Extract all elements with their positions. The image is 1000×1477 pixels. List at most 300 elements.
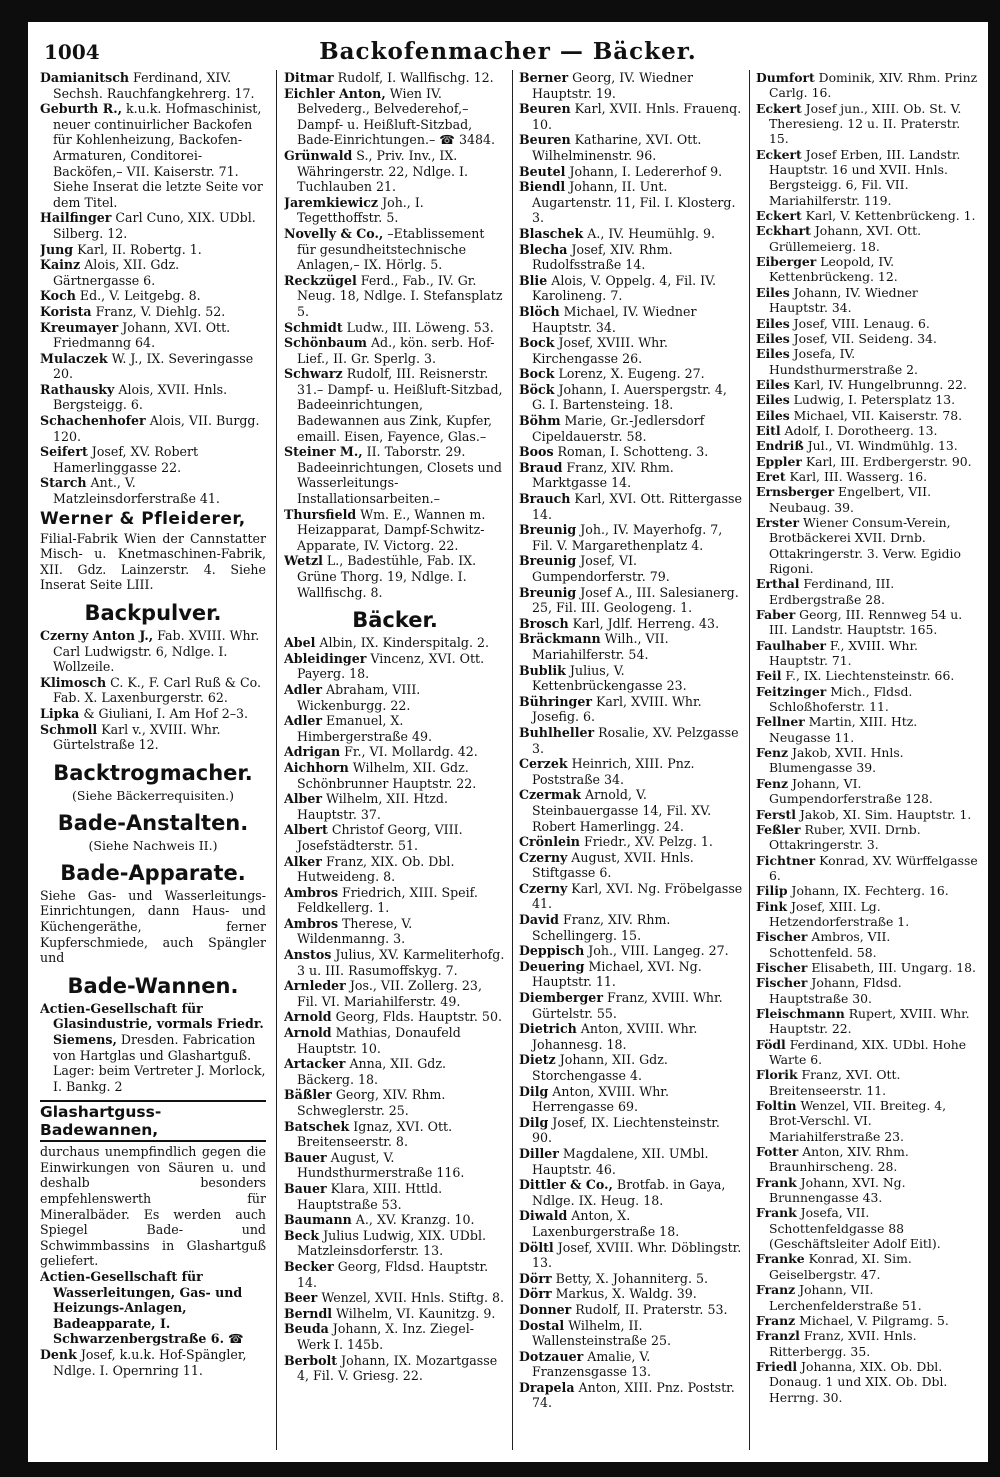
list-item [284,1212,506,1228]
entry-name: Frank [756,1205,797,1221]
entry-name: Dostal [519,1317,565,1333]
list-item [40,304,266,320]
entry-name: Kreumayer [40,319,119,335]
entry-name: Klimosch [40,674,107,690]
list-item [756,70,978,101]
list-item [519,756,743,787]
entry-text: Wien IV. Belvederg., Belvederehof,–Dampf- u. Heißluft-Sitzbad, Bade-Einrichtungen.– ☎ 3484. [297,85,496,148]
list-item [519,1286,743,1302]
entry-text: Josef, XVIII. Whr. Döblingstr. 13. [532,1239,742,1271]
entry-text: Anton, XVIII. Whr. Johannesg. 18. [532,1021,698,1052]
section-title-bade-wannen: Bade-Wannen. [67,973,239,998]
list-item [284,1228,506,1259]
list-item [756,576,978,607]
entry-text: Markus, X. Waldg. 39. [551,1286,697,1302]
section-note-backtrogmacher: (Siehe Bäckerrequisiten.) [72,787,234,803]
entry-text: Josef, XIII. Lg. Hetzendorferstraße 1. [769,898,910,929]
list-item [756,776,978,807]
entry-name: Eiles [756,392,790,408]
entry-name: Feßler [756,821,801,837]
list-item [519,413,743,444]
list-item [40,288,266,304]
list-item [519,616,743,632]
list-item [756,438,978,453]
entry-name: Rathausky [40,381,115,397]
entry-name: Ferstl [756,806,796,822]
list-item [284,1087,506,1118]
list-item [519,1302,743,1318]
column-3 [519,70,743,1452]
list-item [284,1259,506,1290]
entry-text: Wilhelm, XII. Htzd. Hauptstr. 37. [297,791,449,822]
entry-text: Alois, V. Oppelg. 4, Fil. IV. Karolineng. 7. [532,272,717,304]
entry-text: Fr., VI. Mollardg. 42. [340,744,478,760]
entry-name: Lipka [40,705,80,721]
list-item [756,607,978,638]
entry-text: Josefa, VII. Schottenfeldgasse 88 (Geschäftsleiter Adolf Eitl). [769,1205,941,1252]
list-item [519,1380,743,1411]
list-item [519,1208,743,1239]
entry-text: Wenzel, VII. Breiteg. 4, Brot-Verschl. VI. Mariahilferstraße 23. [769,1098,947,1144]
entry-name: Schmoll [40,721,98,737]
entry-text: Johann, Fldsd. Hauptstraße 30. [769,975,902,1006]
entry-name: Arnold [284,1009,332,1025]
entry-text: Josef, XVIII. Whr. Kirchengasse 26. [532,335,668,366]
entry-text: k.u.k. Hofmaschinist, neuer continuirlicher Backofen für Kohlenheizung, Backofen-Armaturen, Conditorei-Backöfen,– VII. Kaiserstr. 71. Siehe Inserat die letzte Seite vor dem Titel. [53,101,263,210]
entry-text: Johann, IV. Wiedner Hauptstr. 34. [769,284,918,316]
entry-text: Ignaz, XVI. Ott. Breitenseerstr. 8. [297,1118,453,1150]
entry-text: Johann, VI. Gumpendorferstraße 128. [769,775,933,807]
entry-name: Artacker [284,1056,346,1072]
entry-name: Eiles [756,330,790,346]
entry-name: Eckert [756,208,802,224]
entry-name: Arnleder [284,978,346,994]
entry-name: Schachenhofer [40,413,146,429]
entry-name: Fink [756,898,788,914]
entry-name: Beer [284,1290,318,1306]
list-item [756,285,978,316]
list-item [519,881,743,912]
entry-name: Actien-Gesellschaft für Glasindustrie, vormals Friedr. Siemens, [40,1000,264,1047]
entry-name: Ambros [284,915,339,931]
entry-text: Christof Georg, VIII. Josefstädterstr. 51. [297,822,463,853]
entry-text: Georg, XIV. Rhm. Schweglerstr. 25. [297,1087,446,1118]
list-item [284,320,506,336]
entry-name: Dietz [519,1052,556,1068]
list-item [284,86,506,148]
entry-name: Franz [756,1282,796,1298]
entry-name: Fischer [756,959,808,975]
list-item [519,179,743,226]
section-title-baecker: Bäcker. [352,608,438,633]
entry-text: Johann, XII. Gdz. Storchengasse 4. [532,1052,668,1083]
list-item [284,335,506,366]
entry-text: Rosalie, XV. Pelzgasse 3. [532,724,739,756]
list-item [40,1001,266,1095]
entry-name: Czermak [519,787,582,803]
list-item [519,164,743,180]
section-title-bade-apparate: Bade-Apparate. [60,860,246,885]
entry-text: Amalie, V. Franzensgasse 13. [532,1348,652,1380]
entry-text: Julius, V. Kettenbrückengasse 23. [532,662,687,694]
entry-text: Wiener Consum-Verein, Brotbäckerei XVII. Drnb. Ottakringerstr. 3. Verw. Egidio Rigoni. [769,514,961,576]
entry-name: Dilg [519,1083,549,1099]
entry-text: F., IX. Liechtensteinstr. 66. [781,668,955,684]
entry-name: Adler [284,681,323,697]
list-item [756,1175,978,1206]
entry-text: Martin, XIII. Htz. Neugasse 11. [769,714,918,745]
entry-name: Beutel [519,163,566,179]
list-item [756,638,978,669]
entry-name: Fenz [756,745,789,761]
list-item [284,1150,506,1181]
section-text-bade-apparate: Siehe Gas- und Wasserleitungs-Einrichtungen, dann Haus- und Küchengeräthe, ferner Kupferschmiede, auch Spängler und [40,887,266,966]
entry-name: Alber [284,791,323,807]
running-head: Backofenmacher — Bäcker. [319,38,697,65]
list-item [519,1146,743,1177]
list-item [519,990,743,1021]
entry-text: Ferdinand, XIX. UDbl. Hohe Warte 6. [769,1036,967,1067]
entry-text: A., XV. Kranzg. 10. [351,1212,475,1228]
entry-name: Adrigan [284,744,341,760]
entry-text: Mathias, Donaufeld Hauptstr. 10. [297,1025,461,1056]
entry-text: Rudolf, I. Wallfischg. 12. [333,70,494,85]
column-1 [40,70,266,1452]
entry-name: Diemberger [519,990,603,1006]
list-item [519,631,743,662]
entry-text: Johann, IX. Mozartgasse 4, Fil. V. Griesg. 22. [297,1352,498,1384]
list-item [40,413,266,444]
entry-name: Dilg [519,1114,549,1130]
list-item [756,960,978,975]
entry-text: A., IV. Heumühlg. 9. [583,225,716,241]
entry-name: Eckert [756,146,802,162]
list-item [284,791,506,822]
entry-text: Engelbert, VII. Neubaug. 39. [769,484,932,515]
entry-name: Filip [756,883,788,899]
entry-text: –Etablissement für gesundheitstechnische Anlagen,– IX. Hörlg. 5. [297,225,485,273]
entry-text: Franz, XIV. Rhm. Marktgasse 14. [532,459,674,491]
list-item [519,585,743,616]
entry-text: Josef A., III. Salesianerg. 25, Fil. III. Geologeng. 1. [532,584,739,616]
entry-name: Bock [519,366,555,382]
entry-text: Johann, XVI. Ng. Brunnengasse 43. [769,1174,906,1206]
entry-text: Alois, VII. Burgg. 120. [53,413,260,444]
entry-text: Dresden. Fabrication von Hartglas und Glashartguß. Lager: beim Vertreter J. Morlock, I. Bankg. 2 [53,1031,266,1094]
page-number: 1004 [44,40,100,64]
list-item [284,1119,506,1150]
entry-text: F., XVIII. Whr. Hauptstr. 71. [769,637,918,669]
entry-name: Buhlheller [519,724,595,740]
entry-name: Eiles [756,346,790,362]
list-item [519,242,743,273]
entry-name: Bräckmann [519,631,601,647]
entry-text: Jos., VII. Zollerg. 23, Fil. VI. Mariahilferstr. 49. [297,978,482,1009]
list-item [519,1349,743,1380]
entry-name: Korista [40,303,92,319]
entry-name: Becker [284,1258,334,1274]
entry-text: Josef, VII. Seideng. 34. [789,330,937,346]
list-item [519,366,743,382]
entry-text: Konrad, XI. Sim. Geiselbergstr. 47. [769,1251,912,1282]
entry-text: Heinrich, XIII. Pnz. Poststraße 34. [532,756,695,787]
entry-name: Beuda [284,1321,329,1337]
entry-name: Böck [519,381,555,397]
entry-name: Eiles [756,376,790,392]
entry-name: Bäßler [284,1087,332,1103]
entry-name: Faber [756,607,796,623]
entry-name: Dörr [519,1270,552,1286]
entry-text: Ad., kön. serb. Hof-Lief., II. Gr. Sperlg. 3. [297,335,495,366]
list-item [284,273,506,320]
entry-text: Josef, VI. Gumpendorferstr. 79. [532,553,670,584]
list-item [756,408,978,423]
entry-name: Bock [519,335,555,351]
list-item [756,208,978,223]
list-item [756,668,978,683]
list-item [519,943,743,959]
list-item [756,899,978,930]
entry-text: Johann, I. Ledererhof 9. [565,163,723,179]
entries-bade-wannen-tail [40,1269,266,1378]
list-item [284,148,506,195]
list-item [519,1240,743,1271]
list-item [284,70,506,86]
column-2 [284,70,506,1452]
entry-name: Brosch [519,615,569,631]
entry-text: Josef, k.u.k. Hof-Spängler, Ndlge. I. Opernring 11. [53,1347,247,1378]
entry-text: Carl Cuno, XIX. UDbl. Silberg. 12. [53,210,256,241]
firm-text: Filial-Fabrik Wien der Cannstatter Misch- u. Knetmaschinen-Fabrik, XII. Gdz. Lainzerstr. 4. Siehe Inserat Seite LIII. [40,530,266,593]
entry-text: Dominik, XIV. Rhm. Prinz Carlg. 16. [769,70,978,101]
entry-name: Grünwald [284,147,353,163]
list-item [40,706,266,722]
entry-name: Baumann [284,1212,352,1228]
entry-text: Karl, II. Robertg. 1. [73,241,202,257]
list-item [284,1056,506,1087]
entry-name: Bauer [284,1149,327,1165]
column-divider [276,70,277,1450]
entry-text: Michael, V. Pilgramg. 5. [795,1312,949,1328]
list-item [519,1021,743,1052]
entries-backpulver [40,628,266,753]
entry-text: Josef Erben, III. Landstr. Hauptstr. 16 und XVII. Hnls. Bergsteigg. 6, Fil. VII. Mariahilferstr. 119. [769,146,961,208]
list-item [40,675,266,706]
list-item [519,834,743,850]
entry-text: Julius Ludwig, XIX. UDbl. Matzleinsdorferstr. 13. [297,1227,486,1259]
list-item [756,1282,978,1313]
entry-text: Leopold, IV. Kettenbrückeng. 12. [769,254,898,285]
list-item [519,226,743,242]
entry-text: Franz, XIX. Ob. Dbl. Hutweideng. 8. [297,853,455,885]
entry-text: & Giuliani, I. Am Hof 2–3. [79,705,249,721]
entry-text: Therese, V. Wildenmanng. 3. [297,915,413,947]
list-item [284,885,506,916]
list-item [519,850,743,881]
list-item [756,1144,978,1175]
list-item [284,1353,506,1384]
entry-text: Fab. XVIII. Whr. Carl Ludwigstr. 6, Ndlge. I. Wollzeile. [53,628,260,675]
list-item [284,744,506,760]
entry-name: Seifert [40,444,88,460]
entry-name: Blaschek [519,225,584,241]
entry-name: Eitl [756,422,781,438]
list-item [519,382,743,413]
entry-name: Fellner [756,714,805,730]
entry-text: Mich., Fldsd. Schloßhoferstr. 11. [769,683,913,715]
list-item [756,454,978,469]
entry-text: August, XVII. Hnls. Stiftgasse 6. [532,849,694,881]
entry-text: Georg, III. Rennweg 54 u. III. Landstr. Hauptstr. 165. [769,607,963,638]
entry-name: Beck [284,1227,320,1243]
entry-name: Dotzauer [519,1348,584,1364]
entry-text: Alois, XVII. Hnls. Bergsteigg. 6. [53,381,228,413]
list-item [756,1006,978,1037]
entry-text: Johann, X. Inz. Ziegel-Werk I. 145b. [297,1321,474,1352]
list-item [756,1328,978,1359]
entry-text: Karl, Jdlf. Herreng. 43. [568,615,720,631]
entry-text: Joh., IV. Mayerhofg. 7, Fil. V. Margarethenplatz 4. [532,522,723,553]
entry-text: Ferdinand, III. Erdbergstraße 28. [769,576,895,607]
entry-text: Ferdinand, XIV. Sechsh. Rauchfangkehrerg. 17. [53,70,255,101]
entry-name: Albert [284,822,328,838]
entry-text: Josefa, IV. Hundsthurmerstraße 2. [769,346,918,377]
entry-text: Wilhelm, VI. Kaunitzg. 9. [332,1305,496,1321]
entry-name: Ernsberger [756,484,835,500]
entry-text: Franz, XIV. Rhm. Schellingerg. 15. [532,912,671,943]
entry-text: Rupert, XVIII. Whr. Hauptstr. 22. [769,1005,970,1037]
list-item [756,883,978,898]
entry-text: Jakob, XI. Sim. Hauptstr. 1. [795,806,972,822]
entry-name: Cerzek [519,756,568,772]
entry-name: Eckert [756,100,802,116]
entry-text: Karl, III. Erdbergerstr. 90. [801,453,972,469]
list-item [519,70,743,101]
list-item [756,1098,978,1144]
entry-text: Joh., I. Tegetthoffstr. 5. [297,194,424,226]
entry-name: Dittler & Co., [519,1177,613,1193]
list-item [519,273,743,304]
list-item [756,101,978,147]
entry-text: Karl, V. Kettenbrückeng. 1. [801,208,976,224]
list-item [756,684,978,715]
entry-text: Karl, III. Wasserg. 16. [785,468,928,484]
entry-name: Ableidinger [284,650,367,666]
entry-text: Joh., VIII. Langeg. 27. [584,943,729,959]
entry-name: Novelly & Co., [284,225,384,241]
entry-name: Schwarz [284,366,343,382]
entry-text: Anna, XII. Gdz. Bäckerg. 18. [297,1056,446,1087]
entry-name: Fischer [756,975,808,991]
list-item [756,1359,978,1405]
advert-text-glashartguss: durchaus unempfindlich gegen die Einwirkungen von Säuren u. und deshalb besonders empfehlenswerth für Mineralbäder. Es werden auch Spiegel Bade- und Schwimmbassins in Glashartguß geliefert. [40,1144,266,1269]
entry-name: Breunig [519,584,577,600]
entry-name: Franke [756,1251,805,1267]
section-title-backpulver: Backpulver. [84,601,222,625]
entry-text: Elisabeth, III. Ungarg. 18. [807,959,976,975]
entry-text: Anton, XIV. Rhm. Braunhirscheng. 28. [769,1144,909,1175]
entry-text: C. K., F. Carl Ruß & Co. Fab. X. Laxenburgerstr. 62. [53,674,261,706]
entry-name: Denk [40,1347,77,1362]
entry-text: Friedrich, XIII. Speif. Feldkellerg. 1. [297,884,478,916]
entry-text: Emanuel, X. Himbergerstraße 49. [297,713,432,744]
entry-text: Anton, X. Laxenburgerstraße 18. [532,1208,680,1239]
entry-text: Karl, XVII. Hnls. Frauenq. 10. [532,101,742,132]
entry-text: Michael, IV. Wiedner Hauptstr. 34. [532,303,697,335]
entry-text: Karl, XVI. Ng. Fröbelgasse 41. [532,880,743,912]
entry-text: Jul., VI. Windmühlg. 13. [803,438,958,454]
list-item [519,787,743,834]
list-item [519,1318,743,1349]
list-item [756,1205,978,1251]
list-item [756,223,978,254]
list-item [284,854,506,885]
entry-text: Anton, XIII. Pnz. Poststr. 74. [532,1379,735,1411]
section-title-backtrogmacher: Backtrogmacher. [53,760,253,785]
entry-name: Jaremkiewicz [284,194,379,210]
entry-name: Anstos [284,947,332,963]
column-4 [756,70,978,1452]
entry-text: Arnold, V. Steinbauergasse 14, Fil. XV. Robert Hamerlingg. 24. [532,787,712,834]
entry-text: Ludw., III. Löweng. 53. [342,319,494,335]
entry-text: Karl, XVIII. Whr. Josefig. 6. [532,693,702,725]
entry-name: Diwald [519,1208,568,1224]
entry-name: David [519,912,559,928]
entry-name: Koch [40,288,76,304]
list-item [284,444,506,506]
list-item [756,346,978,377]
entry-text: Franz, XVIII. Whr. Gürtelstr. 55. [532,990,723,1021]
entry-text: Wilh., VII. Mariahilferstr. 54. [532,631,669,662]
list-item [756,745,978,776]
entry-text: August, V. Hundsthurmerstraße 116. [297,1149,465,1181]
entry-text: Adolf, I. Dorotheerg. 13. [780,422,938,438]
entry-text: Ant., V. Matzleinsdorferstraße 41. [53,475,220,507]
entry-name: Kainz [40,257,81,273]
entry-text: Ed., V. Leitgebg. 8. [75,288,201,304]
entry-name: Ditmar [284,70,334,85]
entry-name: Starch [40,475,87,491]
entry-name: Mulaczek [40,350,108,366]
entry-text: Franz, XVI. Ott. Breitenseerstr. 11. [769,1067,901,1098]
entry-name: Abel [284,635,316,651]
entry-text: Johann, XVI. Ott. Grüllemeierg. 18. [769,223,922,254]
entry-name: Friedl [756,1358,798,1374]
list-item [40,210,266,241]
entry-name: Blöch [519,303,560,319]
entry-name: Ambros [284,884,339,900]
section-note-bade-anstalten: (Siehe Nachweis II.) [88,837,218,853]
entry-text: ☎ [223,1331,244,1347]
list-item [284,713,506,744]
entry-text: Ruber, XVII. Drnb. Ottakringerstr. 3. [769,821,921,853]
list-item [756,822,978,853]
list-item [756,1313,978,1328]
entry-text: Anton, XVIII. Whr. Herrengasse 69. [532,1083,669,1115]
list-item [40,628,266,675]
entry-text: Alois, XII. Gdz. Gärtnergasse 6. [53,257,180,288]
list-item [519,663,743,694]
list-item [284,1009,506,1025]
entry-name: Aichhorn [284,759,349,775]
entry-text: Johann, I. Auerspergstr. 4, G. I. Bartensteing. 18. [532,381,727,413]
entry-name: Blecha [519,241,568,257]
entry-name: Födl [756,1036,786,1052]
list-item [284,635,506,651]
entries-baecker-d-f [756,70,978,1405]
entry-name: Wetzl [284,553,323,569]
entry-text: Magdalene, XII. UMbl. Hauptstr. 46. [532,1145,709,1177]
